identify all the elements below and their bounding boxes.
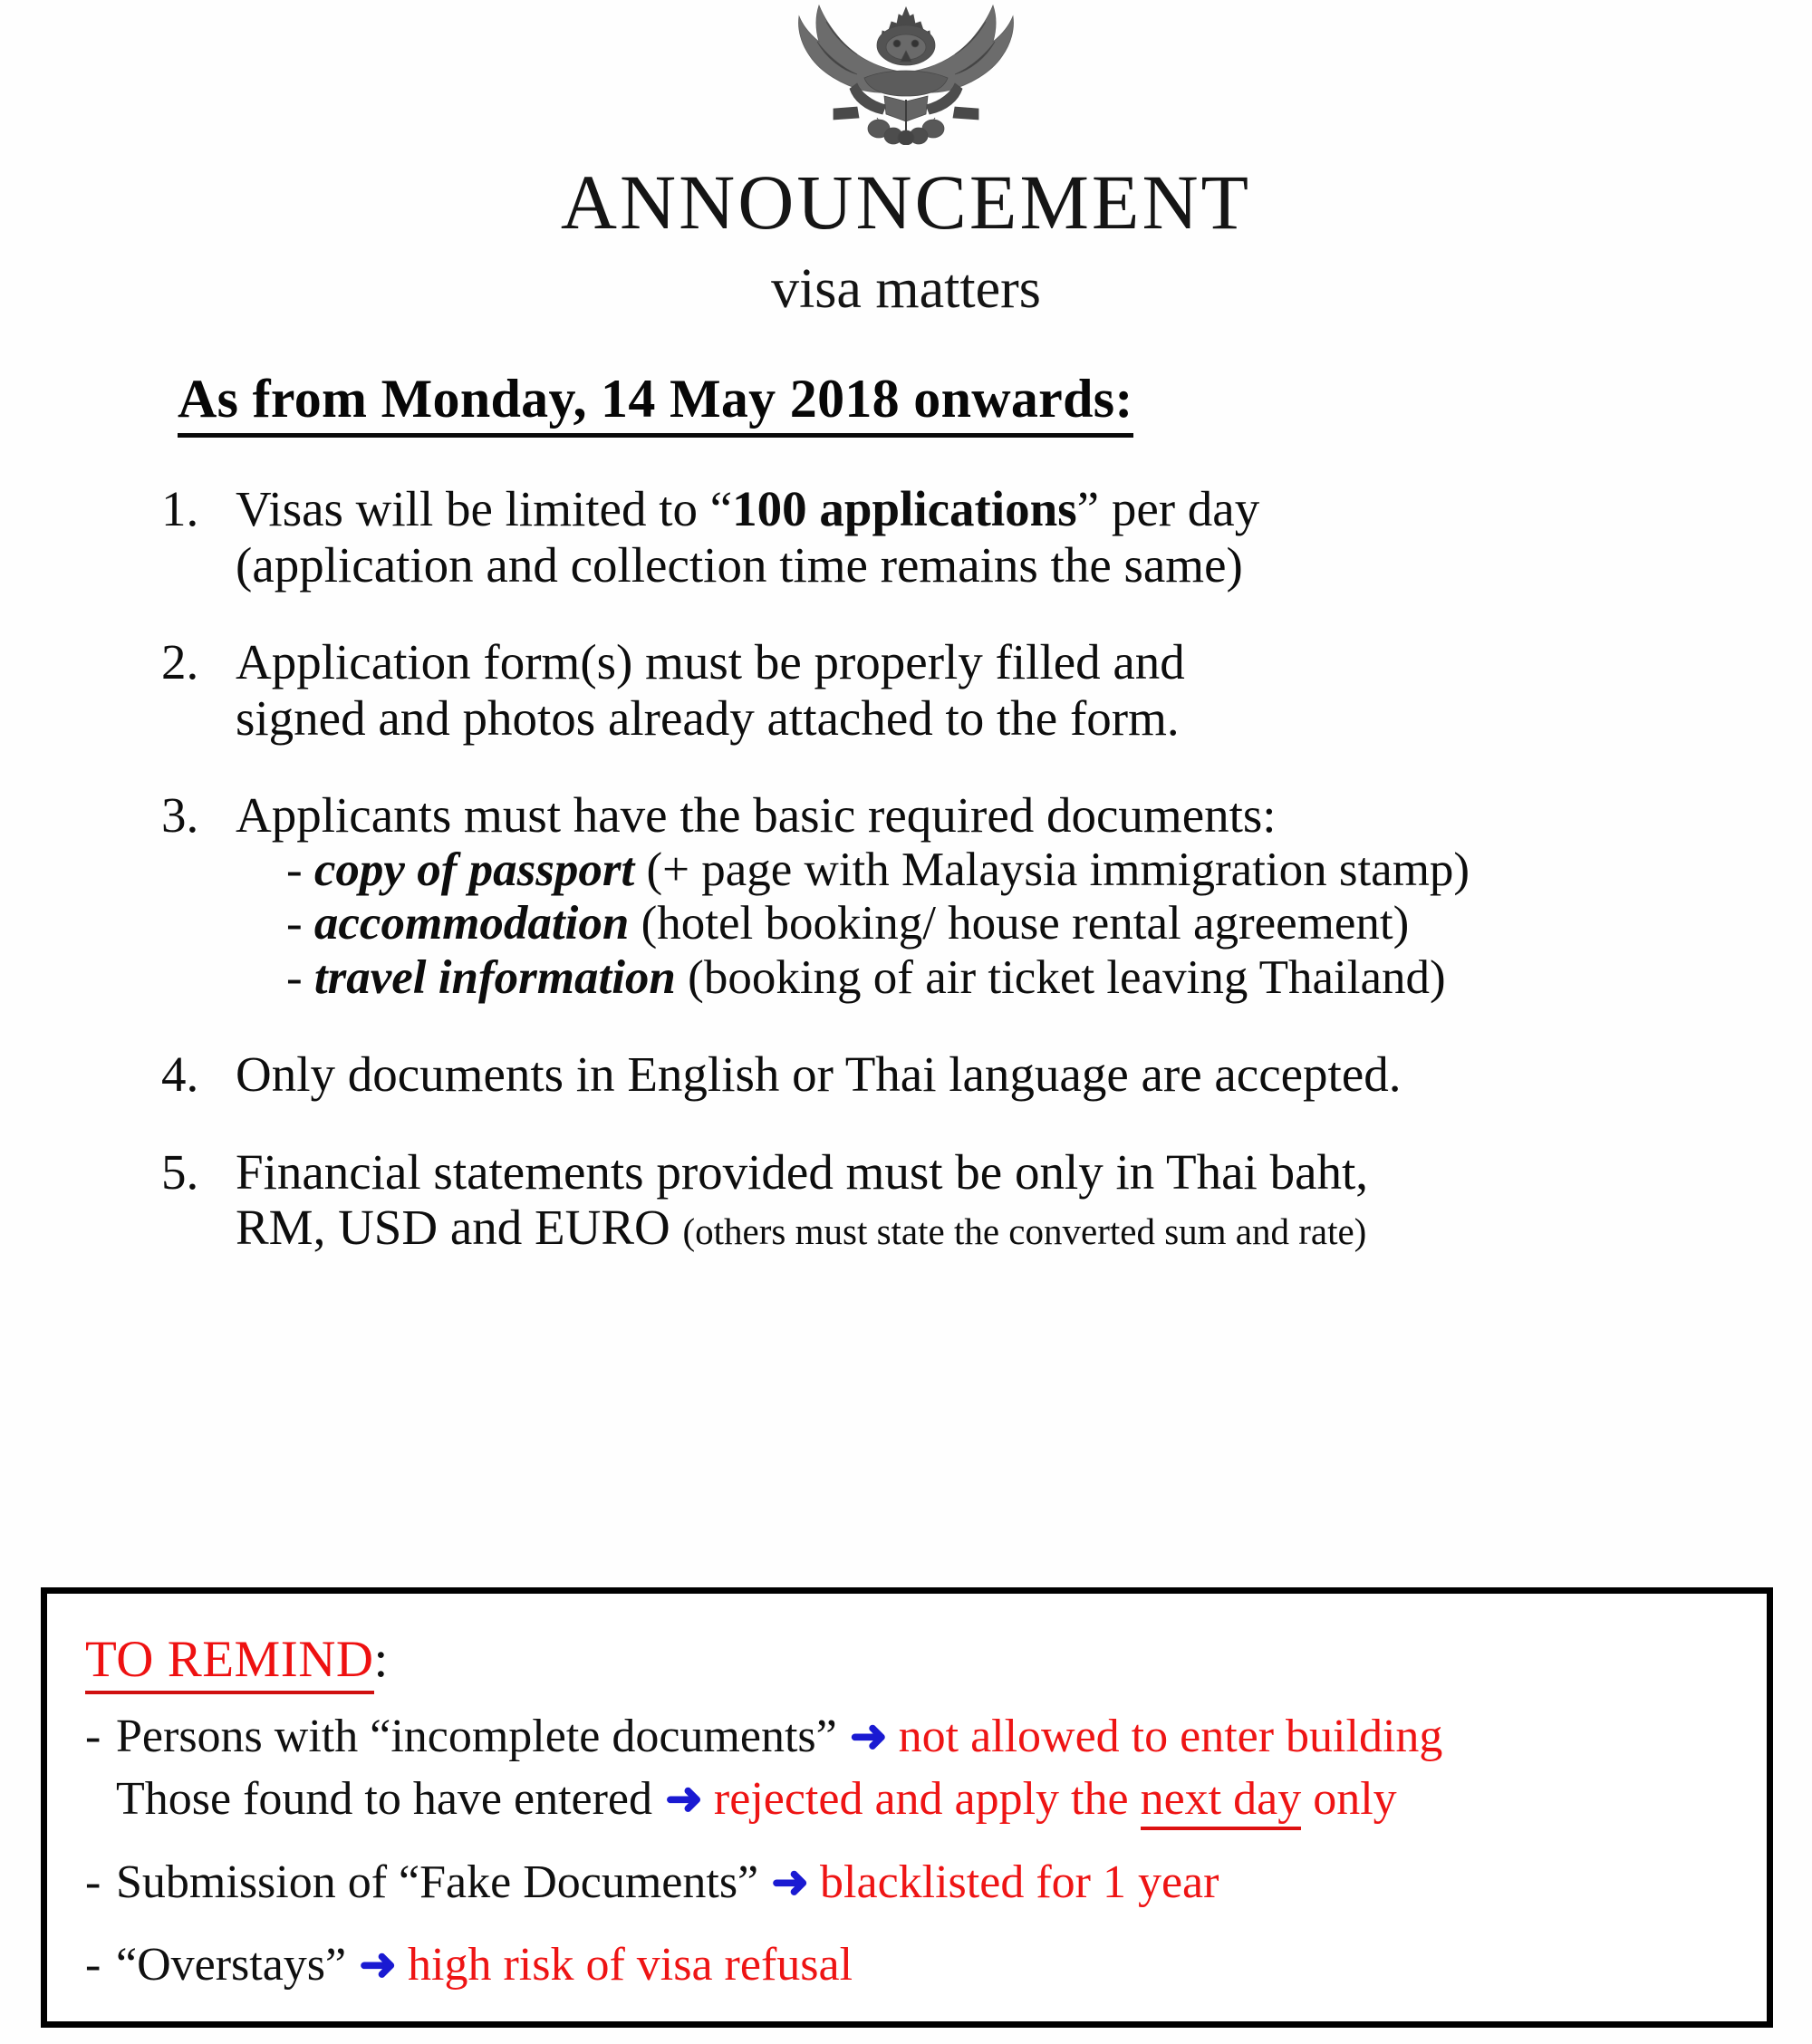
currency-note: (others must state the converted sum and rate) <box>682 1210 1367 1253</box>
list-item-line <box>236 1200 1730 1256</box>
reminder-dash: - <box>85 1711 101 1762</box>
line-text-post: ” per day <box>1076 481 1260 536</box>
reminder-line <box>85 1709 1743 1764</box>
sub-bullet-term: copy of passport <box>313 843 635 896</box>
list-item-number: 2. <box>161 634 199 690</box>
effective-date-headline <box>0 368 1812 430</box>
reminder-line <box>85 1937 1743 1992</box>
effective-date-text: As from Monday, 14 May 2018 onwards: <box>178 369 1133 438</box>
list-item <box>161 787 1730 1005</box>
list-item-line: (application and collection time remains the same) <box>236 536 1243 593</box>
page-subtitle: visa matters <box>771 258 1041 320</box>
sub-bullet-term: accommodation <box>313 897 630 950</box>
reminder-consequence: not allowed to enter building <box>898 1711 1443 1762</box>
sub-bullet-dash: - <box>286 897 303 950</box>
list-item-line: signed and photos already attached to the form. <box>236 689 1180 746</box>
list-item-line: Financial statements provided must be only in Thai baht, <box>236 1143 1369 1200</box>
reminder-title <box>85 1630 1767 1689</box>
reminder-box <box>41 1587 1773 2028</box>
sub-bullet-dash: - <box>286 843 303 896</box>
list-item-line: Only documents in English or Thai language are accepted. <box>236 1046 1402 1103</box>
consequence-underlined: next day <box>1141 1773 1302 1830</box>
reminder-condition: Persons with “incomplete documents” <box>116 1711 837 1762</box>
reminder-condition: “Overstays” <box>116 1939 347 1991</box>
list-item-body <box>236 1046 1730 1103</box>
list-item-number: 1. <box>161 481 199 536</box>
reminder-consequence: blacklisted for 1 year <box>820 1856 1219 1908</box>
requirements-list <box>0 481 1812 1256</box>
sub-bullet-detail: (booking of air ticket leaving Thailand) <box>688 950 1446 1004</box>
thai-garuda-emblem <box>770 2 1042 145</box>
list-item-line <box>236 481 1730 537</box>
list-item-line: Application form(s) must be properly filled and <box>236 634 1185 690</box>
page-title: ANNOUNCEMENT <box>560 159 1252 246</box>
reminder-title-colon: : <box>373 1631 389 1688</box>
list-item-body <box>236 1144 1730 1256</box>
reminder-title-text: TO REMIND <box>85 1631 374 1694</box>
emblem-container <box>0 0 1812 147</box>
sub-bullet <box>236 897 1730 950</box>
list-item-line: Applicants must have the basic required documents: <box>236 787 1277 844</box>
reminder-consequence <box>714 1771 1397 1827</box>
sub-bullet <box>236 844 1730 897</box>
sub-bullet-detail: (hotel booking/ house rental agreement) <box>641 897 1410 950</box>
currency-list: RM, USD and EURO <box>236 1200 670 1256</box>
list-item-body <box>236 481 1730 593</box>
consequence-post: only <box>1301 1773 1397 1826</box>
reminder-condition: Those found to have entered <box>116 1773 653 1826</box>
list-item-number: 3. <box>161 787 199 844</box>
reminder-dash: - <box>85 1939 101 1991</box>
sub-bullet-dash: - <box>286 950 303 1004</box>
sub-bullet-term: travel information <box>313 950 676 1004</box>
reminder-line <box>85 1855 1743 1910</box>
list-item-body <box>236 787 1730 1005</box>
arrow-right-icon: ➜ <box>849 1711 886 1761</box>
list-item-body <box>236 634 1730 746</box>
reminder-dash: - <box>85 1856 101 1908</box>
reminder-lines <box>47 1709 1767 1992</box>
list-item-number: 5. <box>161 1143 199 1200</box>
consequence-pre: rejected and apply the <box>713 1773 1141 1826</box>
sub-bullet <box>236 951 1730 1005</box>
list-item <box>161 1046 1730 1103</box>
visa-quota-emphasis: 100 applications <box>732 481 1077 536</box>
sub-bullet-detail: (+ page with Malaysia immigration stamp) <box>646 843 1470 896</box>
reminder-line <box>85 1771 1743 1827</box>
arrow-right-icon: ➜ <box>359 1939 396 1991</box>
reminder-condition: Submission of “Fake Documents” <box>116 1856 759 1908</box>
reminder-consequence: high risk of visa refusal <box>408 1939 853 1991</box>
line-text-pre: Visas will be limited to “ <box>236 481 733 536</box>
arrow-right-icon: ➜ <box>771 1856 808 1907</box>
list-item-number: 4. <box>161 1046 199 1103</box>
list-item <box>161 634 1730 746</box>
arrow-right-icon: ➜ <box>665 1773 701 1825</box>
list-item <box>161 1144 1730 1256</box>
list-item <box>161 481 1730 593</box>
